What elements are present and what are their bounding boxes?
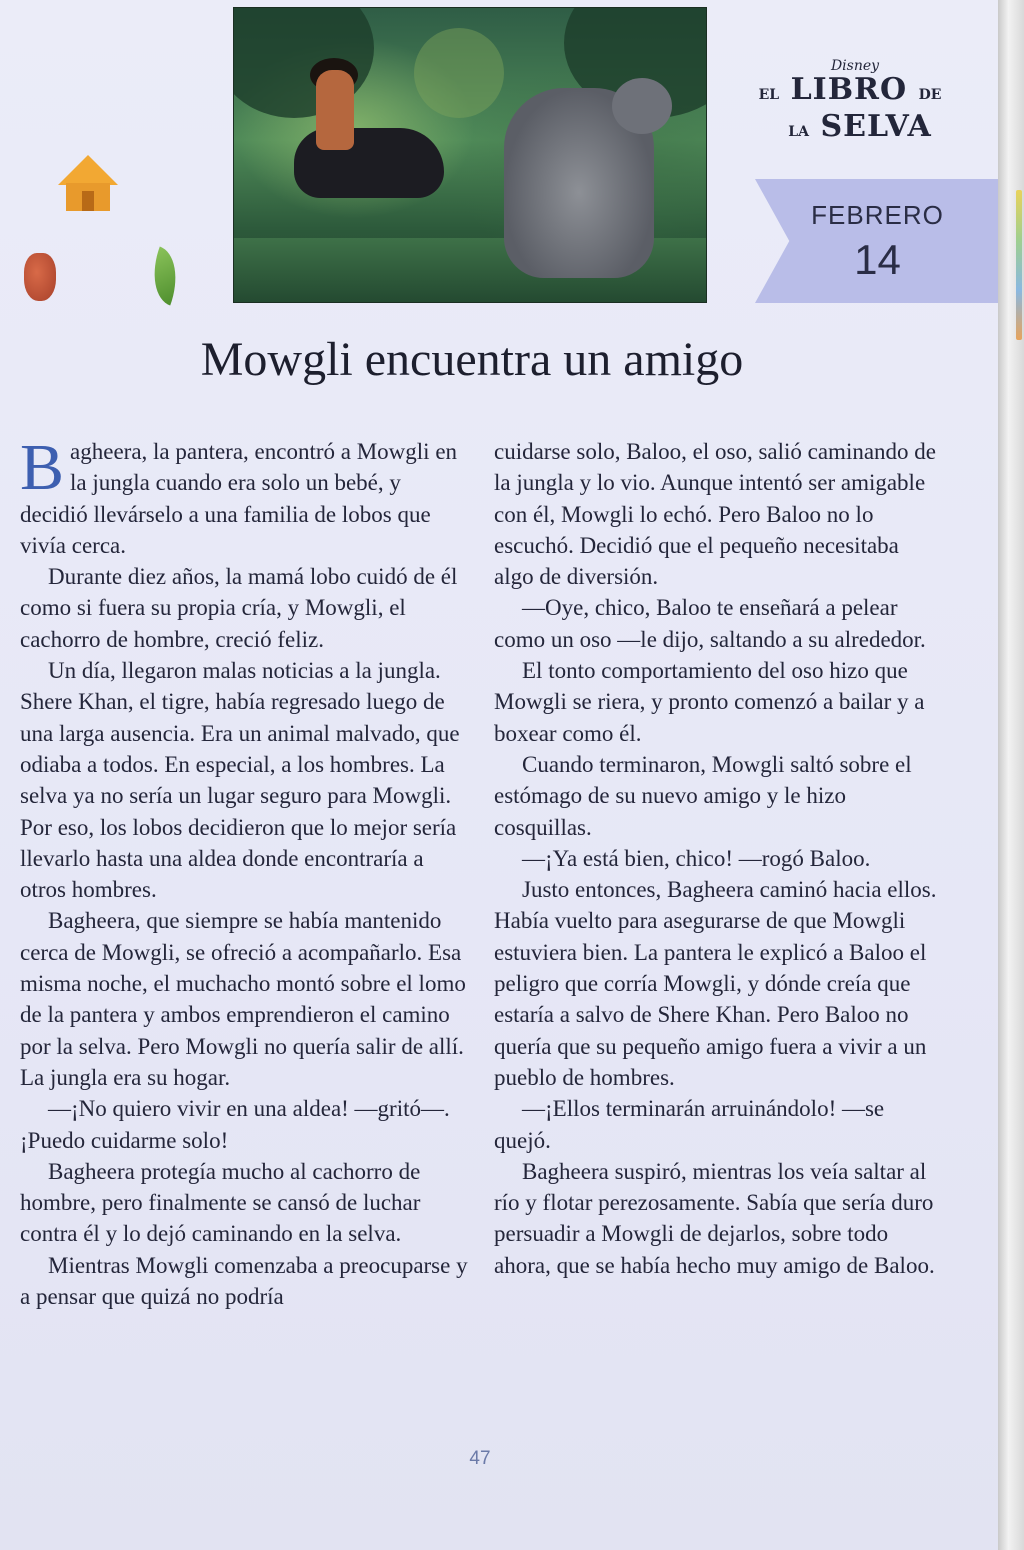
story-title: Mowgli encuentra un amigo [200, 333, 744, 386]
story-paragraph: Bagheera, que siempre se había mantenido cerca de Mowgli, se ofreció a acompañarlo. Esa misma noche, el muchacho montó sobre el lomo de la pantera y ambos emprendieron el camino por la selva. Pero Mowgli no quería salir de allí. La jungla era su hogar. [20, 908, 466, 1090]
boy-figure [316, 70, 354, 150]
book-page-edges [998, 0, 1024, 1550]
pot-icon [24, 253, 56, 301]
drop-cap: B [20, 431, 65, 504]
page-number: 47 [469, 1448, 491, 1469]
logo-line-2: LA SELVA [788, 109, 932, 144]
story-paragraph: —¡Ya está bien, chico! —rogó Baloo. [522, 845, 871, 871]
date-month: FEBRERO [811, 200, 944, 230]
story-paragraph: Mientras Mowgli comenzaba a preocuparse y a pensar que quizá no podría [20, 1252, 468, 1310]
story-paragraph: Bagheera protegía mucho al cachorro de hombre, pero finalmente se cansó de luchar contra él y lo dejó caminando en la selva. [20, 1158, 421, 1247]
story-column-left [20, 431, 470, 1312]
book-logo [750, 58, 950, 158]
color-tabs [1016, 190, 1022, 340]
story-paragraph: Un día, llegaron malas noticias a la jungla. Shere Khan, el tigre, había regresado luego de una larga ausencia. Era un animal malvado, que odiaba a todos. En especial, a los hombres. La selva ya no sería un lugar seguro para Mowgli. Por eso, los lobos decidieron que lo mejor sería llevarlo hasta una aldea donde encontraría a otros hombres. [20, 658, 460, 903]
story-column-right [494, 436, 944, 1281]
story-paragraph: Bagheera suspiró, mientras los veía saltar al río y flotar perezosamente. Sabía que sería duro persuadir a Mowgli de dejarlos, sobre todo ahora, que se había hecho muy amigo de Baloo. [494, 1158, 935, 1278]
story-paragraph: Durante diez años, la mamá lobo cuidó de él como si fuera su propia cría, y Mowgli, el cachorro de hombre, creció feliz. [20, 564, 458, 652]
story-paragraph: Justo entonces, Bagheera caminó hacia ellos. Había vuelto para asegurarse de que Mowgli estuviera bien. La pantera le explicó a Baloo el peligro que corría Mowgli, y dónde creía que estaría a salvo de Shere Khan. Pero Baloo no quería que su pequeño amigo fuera a vivir a un pueblo de hombres. [494, 877, 937, 1090]
story-paragraph: cuidarse solo, Baloo, el oso, salió caminando de la jungla y lo vio. Aunque intentó ser amigable con él, Mowgli lo echó. Pero Baloo no lo escuchó. Decidió que el pequeño necesitaba algo de diversión. [494, 439, 937, 590]
date-day: 14 [854, 236, 901, 283]
jungle-illustration [234, 8, 706, 302]
story-paragraph: Cuando terminaron, Mowgli saltó sobre el estómago de su nuevo amigo y le hizo cosquillas. [494, 751, 912, 840]
hut-icon [58, 155, 118, 213]
leaf-icon [142, 246, 188, 305]
story-paragraph: Bagheera, la pantera, encontró a Mowgli en la jungla cuando era solo un bebé, y decidió llevárselo a una familia de lobos que vivía cerca. [20, 431, 458, 558]
story-paragraph: —¡No quiero vivir en una aldea! —gritó—. ¡Puedo cuidarme solo! [20, 1096, 450, 1153]
story-paragraph: —Oye, chico, Baloo te enseñará a pelear como un oso —le dijo, saltando a su alrededor. [494, 595, 926, 652]
logo-line-1: EL LIBRO DE [758, 72, 942, 107]
logo-brand: Disney [830, 58, 880, 74]
story-paragraph: El tonto comportamiento del oso hizo que Mowgli se riera, y pronto comenzó a bailar y a boxear como él. [494, 658, 925, 746]
story-paragraph: —¡Ellos terminarán arruinándolo! —se quejó. [494, 1096, 885, 1153]
